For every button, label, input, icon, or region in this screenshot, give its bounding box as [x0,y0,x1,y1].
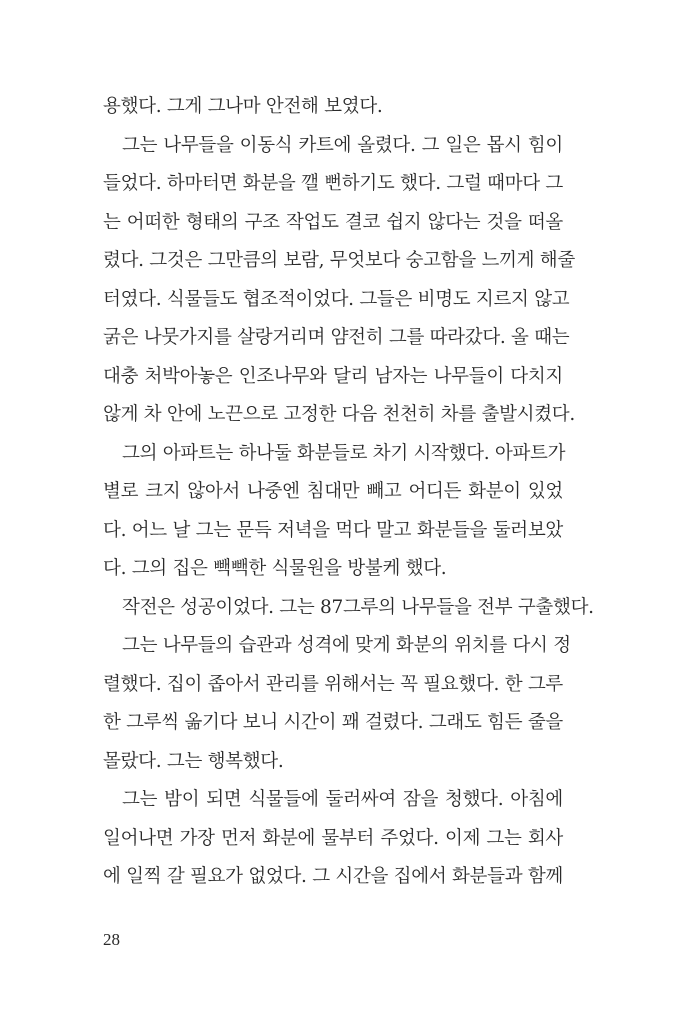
text-line: 작전은 성공이었다. 그는 87그루의 나무들을 전부 구출했다. [122,596,594,618]
text-line: 한 그루씩 옮기다 보니 시간이 꽤 걸렸다. 그래도 힘든 줄을 [103,712,563,733]
text-line: 그는 나무들의 습관과 성격에 맞게 화분의 위치를 다시 정 [122,635,571,656]
text-line: 몰랐다. 그는 행복했다. [103,750,284,772]
text-line: 않게 차 안에 노끈으로 고정한 다음 천천히 차를 출발시켰다. [103,404,575,425]
text-line: 별로 크지 않아서 나중엔 침대만 빼고 어디든 화분이 있었 [103,481,563,502]
text-line: 용했다. 그게 그나마 안전해 보였다. [103,96,383,117]
body-text [103,88,594,897]
page-number: 28 [103,930,120,949]
text-line: 렸다. 그것은 그만큼의 보람, 무엇보다 숭고함을 느끼게 해줄 [103,250,575,271]
text-line: 다. 그의 집은 빽빽한 식물원을 방불케 했다. [103,558,447,579]
text-line: 터였다. 식물들도 협조적이었다. 그들은 비명도 지르지 않고 [103,288,570,310]
text-line: 다. 어느 날 그는 문득 저녁을 먹다 말고 화분들을 둘러보았 [103,519,563,541]
text-line: 대충 처박아놓은 인조나무와 달리 남자는 나무들이 다치지 [103,365,563,387]
text-line: 그는 밤이 되면 식물들에 둘러싸여 잠을 청했다. 아침에 [122,789,563,810]
text-line: 에 일찍 갈 필요가 없었다. 그 시간을 집에서 화분들과 함께 [103,866,563,887]
text-line: 렬했다. 집이 좁아서 관리를 위해서는 꼭 필요했다. 한 그루 [103,673,563,695]
text-line: 그의 아파트는 하나둘 화분들로 차기 시작했다. 아파트가 [122,442,566,464]
text-line: 들었다. 하마터면 화분을 깰 뻔하기도 했다. 그럴 때마다 그 [103,173,563,194]
text-line: 일어나면 가장 먼저 화분에 물부터 주었다. 이제 그는 회사 [103,827,563,849]
text-line: 굵은 나뭇가지를 살랑거리며 얌전히 그를 따라갔다. 올 때는 [103,327,570,348]
text-line: 그는 나무들을 이동식 카트에 올렸다. 그 일은 몹시 힘이 [122,134,563,156]
text-line: 는 어떠한 형태의 구조 작업도 결코 쉽지 않다는 것을 떠올 [103,211,563,233]
